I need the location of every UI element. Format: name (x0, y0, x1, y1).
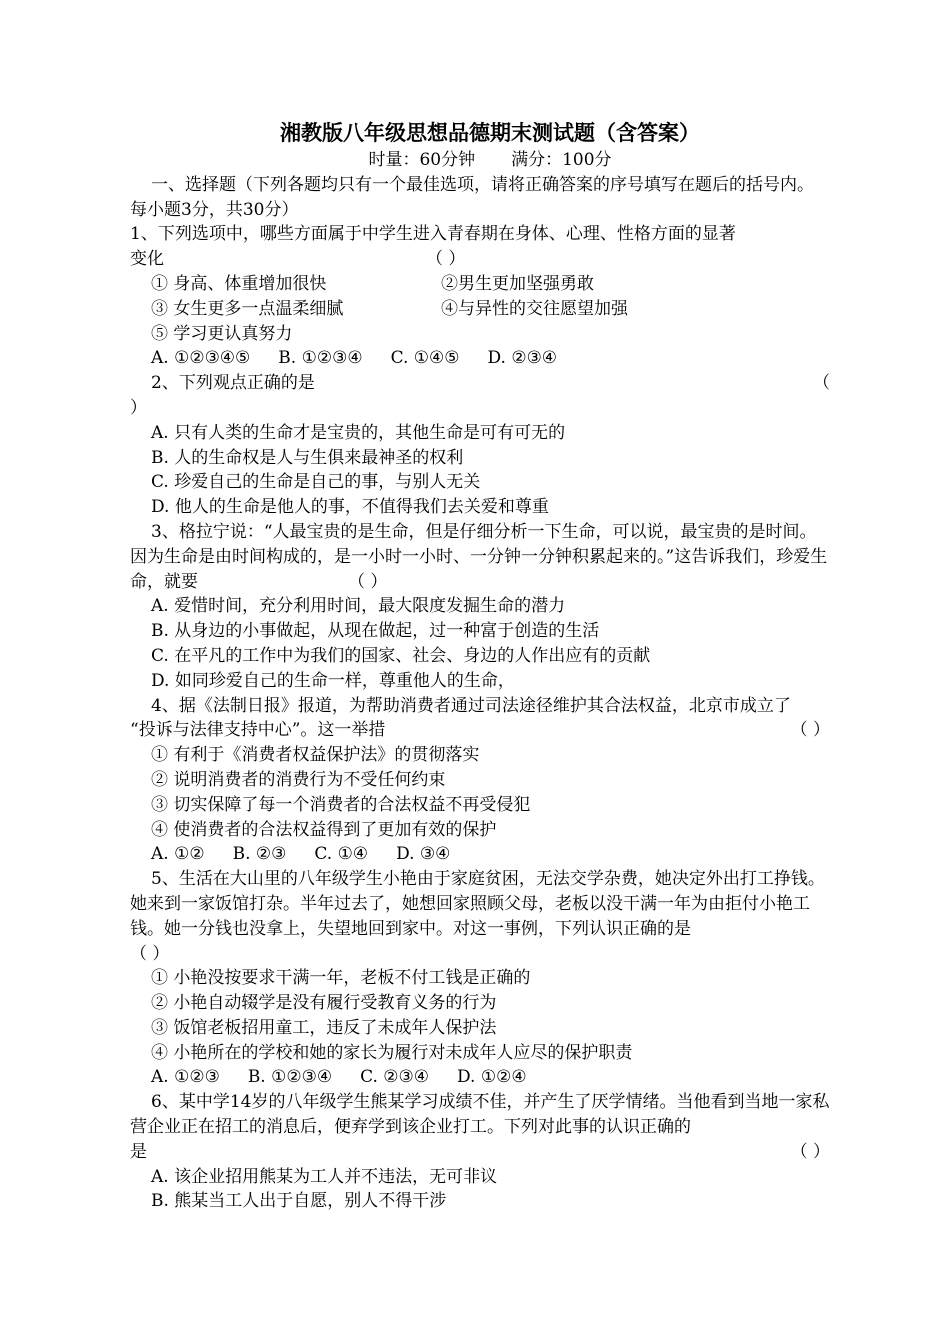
q2-paren-close: ） (130, 397, 147, 418)
q1-choice-c: C. ①④⑤ (390, 348, 460, 369)
q4-stem: 4、据《法制日报》报道，为帮助消费者通过司法途径维护其合法权益，北京市成立了 (151, 695, 791, 716)
q4-choice-d: D. ③④ (396, 844, 451, 865)
q1-stem-line2 (130, 247, 830, 272)
q4-answer-paren: （ ） (790, 720, 830, 741)
q1-option-4: ④与异性的交往愿望加强 (441, 298, 628, 319)
q3-choice-d: D. 如同珍爱自己的生命一样，尊重他人的生命， (151, 670, 515, 691)
q5-choice-d: D. ①②④ (457, 1067, 527, 1088)
q5-option-3: ③ 饭馆老板招用童工，违反了未成年人保护法 (151, 1017, 497, 1038)
q4-option-2: ② 说明消费者的消费行为不受任何约束 (151, 769, 446, 790)
q5-option-2: ② 小艳自动辍学是没有履行受教育义务的行为 (151, 993, 497, 1014)
q4-stem-end: “投诉与法律支持中心”。这一举措 (130, 720, 386, 741)
q2-paren-open: （ (813, 373, 830, 394)
q1-options-row1 (130, 272, 830, 297)
q2-choice-c: C. 珍爱自己的生命是自己的事，与别人无关 (151, 472, 481, 493)
q3-choice-a: A. 爱惜时间，充分利用时间，最大限度发掘生命的潜力 (151, 596, 566, 617)
q6-answer-paren: （ ） (790, 1141, 830, 1162)
q5-stem: 5、生活在大山里的八年级学生小艳由于家庭贫困，无法交学杂费，她决定外出打工挣钱。她来到一家饭馆打杂。半年过去了，她想回家照顾父母，老板以没干满一年为由拒付小艳工钱。她一分钱也没拿上，失望地回到家中。对这一事例，下列认识正确的是 (130, 869, 825, 939)
q3-stem: 3、格拉宁说：“人最宝贵的是生命，但是仔细分析一下生命，可以说，最宝贵的是时间。因为生命是由时间构成的，是一小时一小时、一分钟一分钟积累起来的。”这告诉我们，珍爱生命，就要 (130, 521, 828, 592)
q3-stem-block (130, 520, 830, 594)
q2-stem: 2、下列观点正确的是 (151, 373, 315, 394)
q2-choice-d: D. 他人的生命是他人的事，不值得我们去关爱和尊重 (151, 497, 549, 518)
q4-stem-row (130, 718, 830, 743)
q4-option-3: ③ 切实保障了每一个消费者的合法权益不再受侵犯 (151, 794, 531, 815)
q4-choice-b: B. ②③ (232, 844, 287, 865)
q5-choice-a: A. ①②③ (151, 1067, 220, 1088)
q1-choices (130, 346, 830, 371)
q1-choice-b: B. ①②③④ (278, 348, 363, 369)
q5-option-1: ① 小艳没按要求干满一年，老板不付工钱是正确的 (151, 968, 531, 989)
q3-choice-c: C. 在平凡的工作中为我们的国家、社会、身边的人作出应有的贡献 (151, 645, 651, 666)
q1-choice-d: D. ②③④ (487, 348, 558, 369)
q1-options-row2 (130, 297, 830, 322)
document-page (130, 118, 830, 1214)
q2-stem-row (130, 371, 830, 396)
q4-option-4: ④ 使消费者的合法权益得到了更加有效的保护 (151, 819, 497, 840)
q5-choices (130, 1065, 830, 1090)
q5-answer-paren: （ ） (130, 943, 170, 964)
q4-choice-a: A. ①② (151, 844, 205, 865)
q4-choices (130, 842, 830, 867)
q5-choice-b: B. ①②③④ (247, 1067, 333, 1088)
q6-choice-a: A. 该企业招用熊某为工人并不违法，无可非议 (151, 1166, 498, 1187)
q5-choice-c: C. ②③④ (360, 1067, 430, 1088)
q2-choice-b: B. 人的生命权是人与生俱来最神圣的权利 (151, 447, 464, 468)
q1-option-3: ③ 女生更多一点温柔细腻 (151, 298, 344, 319)
q1-choice-a: A. ①②③④⑤ (151, 348, 251, 369)
q1-option-5: ⑤ 学习更认真努力 (151, 323, 293, 344)
q5-option-4: ④ 小艳所在的学校和她的家长为履行对未成年人应尽的保护职责 (151, 1042, 633, 1063)
q3-choice-b: B. 从身边的小事做起，从现在做起，过一种富于创造的生活 (151, 621, 600, 642)
q4-option-1: ① 有利于《消费者权益保护法》的贯彻落实 (151, 745, 480, 766)
q3-answer-paren: （ ） (348, 571, 388, 592)
exam-meta (150, 148, 830, 173)
q6-choice-b: B. 熊某当工人出于自愿，别人不得干涉 (151, 1191, 447, 1212)
q6-stem-end: 是 (130, 1141, 147, 1162)
exam-time: 时量：60分钟 (368, 150, 476, 170)
q1-answer-paren: （ ） (426, 249, 466, 270)
page-title: 湘教版八年级思想品德期末测试题（含答案） (280, 121, 700, 145)
q4-choice-c: C. ①④ (314, 844, 369, 865)
q6-stem: 6、某中学14岁的八年级学生熊某学习成绩不佳，并产生了厌学情绪。当他看到当地一家私营企业正在招工的消息后，便弃学到该企业打工。下列对此事的认识正确的 (130, 1092, 830, 1138)
q1-stem-end: 变化 (130, 249, 164, 270)
q6-stem-row (130, 1140, 830, 1165)
exam-score: 满分：100分 (511, 150, 612, 170)
q1-stem: 1、下列选项中，哪些方面属于中学生进入青春期在身体、心理、性格方面的显著 (130, 224, 736, 245)
q2-choice-a: A. 只有人类的生命才是宝贵的，其他生命是可有可无的 (151, 422, 566, 443)
q1-option-2: ②男生更加坚强勇敢 (441, 273, 594, 294)
section-heading: 一、选择题（下列各题均只有一个最佳选项，请将正确答案的序号填写在题后的括号内。每小题3分，共30分） (130, 174, 814, 220)
q1-option-1: ① 身高、体重增加很快 (151, 273, 327, 294)
